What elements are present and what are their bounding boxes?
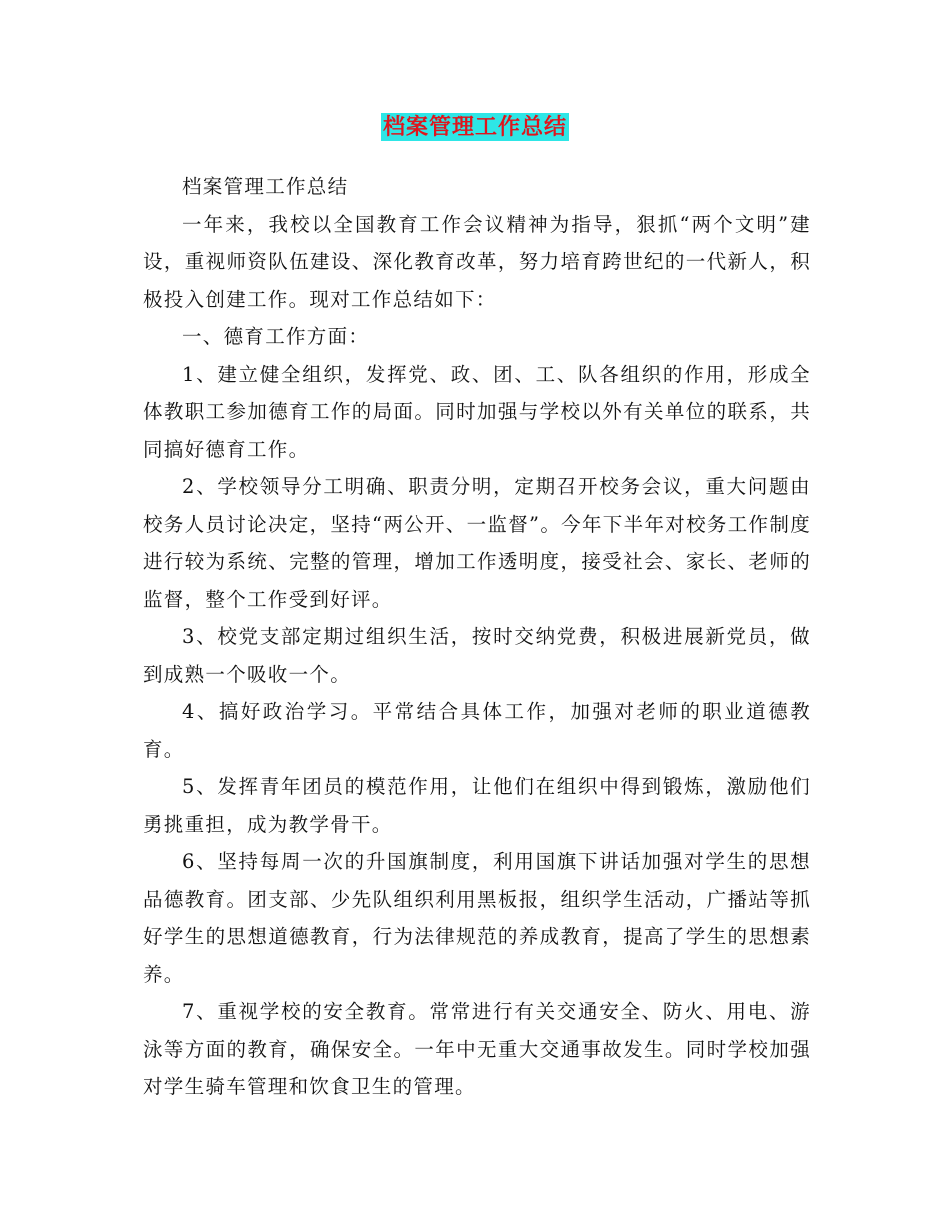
document-title: 档案管理工作总结 [382,114,567,140]
paragraph-section-heading: 一、德育工作方面： [182,325,370,348]
paragraph-item-4: 4、搞好政治学习。平常结合具体工作，加强对老师的职业道德教育。 [143,700,811,761]
document-body [143,168,811,1106]
paragraph-intro: 一年来，我校以全国教育工作会议精神为指导，狠抓“两个文明”建设，重视师资队伍建设、深化教育改革，努力培育跨世纪的一代新人，积极投入创建工作。现对工作总结如下： [143,212,811,311]
paragraph-item-3: 3、校党支部定期过组织生活，按时交纳党费，积极进展新党员，做到成熟一个吸收一个。 [143,625,811,686]
paragraph-item-2: 2、学校领导分工明确、职责分明，定期召开校务会议，重大问题由校务人员讨论决定，坚持“两公开、一监督”。今年下半年对校务工作制度进行较为系统、完整的管理，增加工作透明度，接受社会、家长、老师的监督，整个工作受到好评。 [143,475,811,611]
paragraph-item-6: 6、坚持每周一次的升国旗制度，利用国旗下讲话加强对学生的思想品德教育。团支部、少先队组织利用黑板报，组织学生活动，广播站等抓好学生的思想道德教育，行为法律规范的养成教育，提高了学生的思想素养。 [143,850,811,986]
paragraph-item-1: 1、建立健全组织，发挥党、政、团、工、队各组织的作用，形成全体教职工参加德育工作的局面。同时加强与学校以外有关单位的联系，共同搞好德育工作。 [143,362,811,461]
paragraph-item-7: 7、重视学校的安全教育。常常进行有关交通安全、防火、用电、游泳等方面的教育，确保安全。一年中无重大交通事故发生。同时学校加强对学生骑车管理和饮食卫生的管理。 [143,1000,811,1098]
paragraph-subtitle: 档案管理工作总结 [182,175,349,198]
paragraph-item-5: 5、发挥青年团员的模范作用，让他们在组织中得到锻炼，激励他们勇挑重担，成为教学骨干。 [143,775,811,836]
title-container [0,113,950,141]
